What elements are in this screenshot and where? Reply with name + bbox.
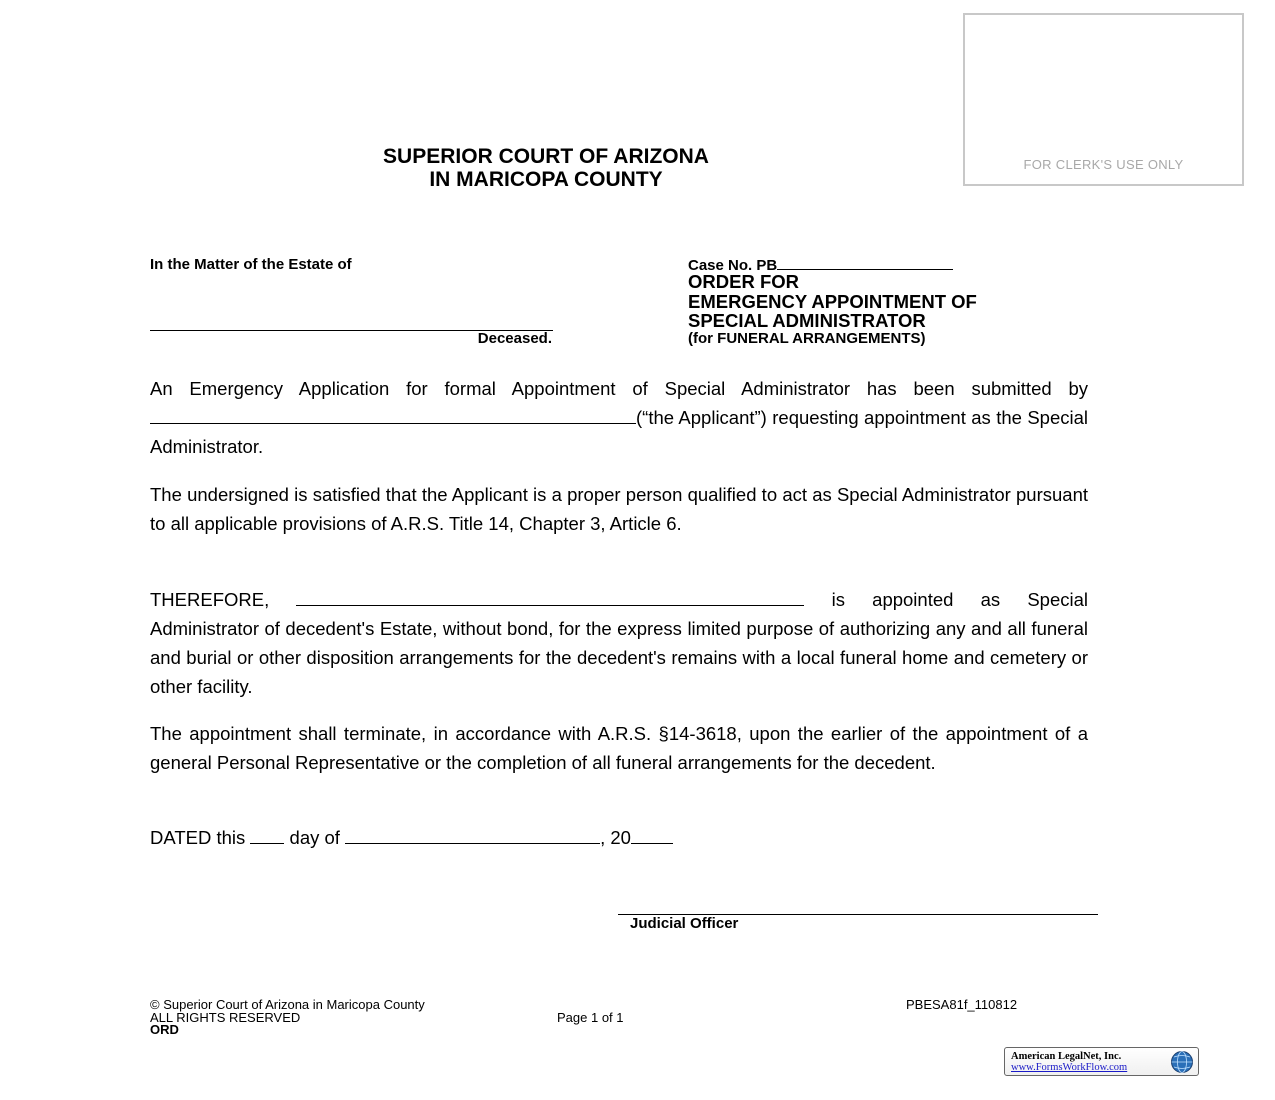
- footer-copyright: © Superior Court of Arizona in Maricopa County: [150, 997, 425, 1012]
- footer-rights: ALL RIGHTS RESERVED: [150, 1010, 301, 1025]
- deceased-label: Deceased.: [477, 330, 552, 347]
- applicant-name-blank[interactable]: [150, 405, 636, 424]
- court-title-line2: IN MARICOPA COUNTY: [429, 168, 663, 191]
- order-subtitle: (for FUNERAL ARRANGEMENTS): [688, 330, 926, 347]
- case-number-blank[interactable]: [777, 256, 953, 270]
- order-title-line1: ORDER FOR: [688, 271, 799, 292]
- special-administrator-name-blank[interactable]: [296, 587, 804, 606]
- paragraph-application-text-b: (“the Applicant”) requesting appointment as the Special Administrator.: [150, 407, 1088, 457]
- order-title-line3: SPECIAL ADMINISTRATOR: [688, 310, 926, 331]
- dated-month-blank[interactable]: [345, 825, 600, 844]
- judicial-officer-label: Judicial Officer: [630, 915, 739, 932]
- paragraph-qualification: The undersigned is satisfied that the Applicant is a proper person qualified to act as Special Administrator pursuant to all applicable provisions of A.R.S. Title 14, Chapter 3, Article 6.: [150, 484, 1088, 534]
- paragraph-termination: The appointment shall terminate, in accordance with A.R.S. §14-3618, upon the earlier of the appointment of a general Personal Representative or the completion of all funeral arrangements for the decedent.: [150, 723, 1088, 773]
- clerk-use-box: [963, 13, 1244, 186]
- paragraph-appointment: [150, 585, 1088, 701]
- badge-company-name: American LegalNet, Inc.: [1011, 1051, 1122, 1062]
- dated-day-blank[interactable]: [250, 825, 284, 844]
- paragraph-application-text-a: An Emergency Application for formal Appointment of Special Administrator has been submitted by: [150, 378, 1088, 399]
- dated-line: [150, 823, 1088, 852]
- globe-icon: [1170, 1050, 1194, 1074]
- badge-url-link[interactable]: www.FormsWorkFlow.com: [1011, 1062, 1128, 1073]
- american-legalnet-badge[interactable]: [1004, 1047, 1199, 1076]
- estate-matter-label: In the Matter of the Estate of: [150, 256, 352, 273]
- paragraph-application: [150, 374, 1088, 461]
- court-title-line1: SUPERIOR COURT OF ARIZONA: [383, 145, 709, 168]
- paragraph-appointment-text-a: THEREFORE,: [150, 589, 270, 610]
- dated-text-b: day of: [289, 827, 340, 848]
- court-title: [296, 145, 796, 191]
- footer-form-code: PBESA81f_110812: [906, 997, 1018, 1012]
- paragraph-appointment-text-b: is appointed as Special Administrator of decedent's Estate, without bond, for the express limited purpose of authorizing any and all funeral and burial or other disposition arrangements for the decedent's remains with a local funeral home and cemetery or other facility.: [150, 589, 1088, 697]
- order-title: [688, 272, 977, 331]
- order-title-line2: EMERGENCY APPOINTMENT OF: [688, 290, 977, 312]
- dated-text-c: , 20: [600, 827, 631, 848]
- footer-page-number: Page 1 of 1: [557, 1010, 624, 1025]
- case-number-label: Case No. PB: [688, 257, 778, 274]
- dated-text-a: DATED this: [150, 827, 246, 848]
- clerk-use-label: FOR CLERK'S USE ONLY: [1023, 157, 1184, 172]
- dated-year-blank[interactable]: [631, 825, 673, 844]
- footer-ord: ORD: [150, 1022, 179, 1037]
